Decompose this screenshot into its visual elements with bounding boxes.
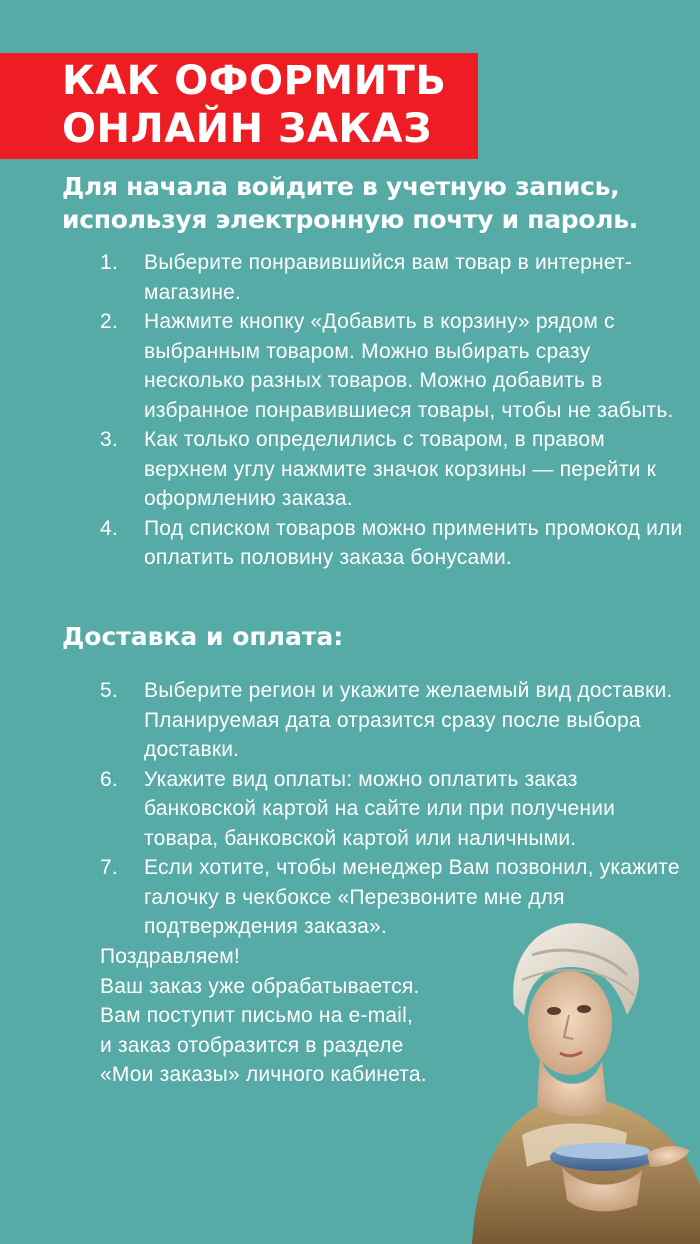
congrats-line-4: и заказ отобразится в разделе bbox=[100, 1033, 404, 1057]
step-number: 3. bbox=[100, 428, 118, 451]
page-title-line-1: КАК ОФОРМИТЬ bbox=[62, 58, 447, 104]
step-text: Если хотите, чтобы менеджер Вам позвонил, укажите галочку в чекбоксе «Перезвоните мне для подтверждения заказа». bbox=[144, 856, 680, 938]
delivery-steps-list bbox=[100, 676, 690, 942]
title-banner bbox=[0, 53, 478, 159]
page-title-line-2: ОНЛАЙН ЗАКАЗ bbox=[62, 106, 432, 152]
intro-line-1: Для начала войдите в учетную запись, bbox=[62, 172, 620, 201]
step-text: Как только определились с товаром, в правом верхнем углу нажмите значок корзины — перейти к оформлению заказа. bbox=[144, 428, 657, 510]
step-number: 5. bbox=[100, 679, 118, 702]
list-item bbox=[100, 425, 690, 514]
order-steps-list bbox=[100, 248, 690, 573]
list-item bbox=[100, 307, 690, 425]
step-number: 2. bbox=[100, 310, 118, 333]
intro-line-2: используя электронную почту и пароль. bbox=[62, 205, 638, 234]
portrait-painting-image bbox=[452, 905, 700, 1244]
step-text: Выберите понравившийся вам товар в интернет-магазине. bbox=[144, 251, 633, 304]
intro-heading bbox=[62, 170, 692, 236]
step-number: 4. bbox=[100, 516, 118, 540]
step-text: Под списком товаров можно применить промокод или оплатить половину заказа бонусами. bbox=[144, 516, 683, 569]
congratulations-text bbox=[100, 942, 500, 1090]
congrats-line-1: Поздравляем! bbox=[100, 945, 240, 968]
step-number: 1. bbox=[100, 251, 118, 274]
step-number: 7. bbox=[100, 856, 118, 879]
step-text: Выберите регион и укажите желаемый вид доставки. Планируемая дата отразится сразу после выбора доставки. bbox=[144, 679, 673, 761]
step-text: Нажмите кнопку «Добавить в корзину» рядом с выбранным товаром. Можно выбирать сразу несколько разных товаров. Можно добавить в избранное понравившиеся товары, чтобы не забыть. bbox=[144, 310, 674, 422]
list-item bbox=[100, 765, 690, 854]
delivery-section-title: Доставка и оплата: bbox=[62, 622, 344, 651]
congrats-line-3: Вам поступит письмо на e-mail, bbox=[100, 1004, 414, 1027]
list-item bbox=[100, 676, 690, 765]
congrats-line-5: «Мои заказы» личного кабинета. bbox=[100, 1063, 427, 1086]
list-item bbox=[100, 514, 690, 573]
congrats-line-2: Ваш заказ уже обрабатывается. bbox=[100, 974, 420, 998]
step-text: Укажите вид оплаты: можно оплатить заказ банковской картой на сайте или при получении товара, банковской картой или наличными. bbox=[144, 767, 616, 850]
step-number: 6. bbox=[100, 767, 118, 791]
list-item bbox=[100, 248, 690, 307]
